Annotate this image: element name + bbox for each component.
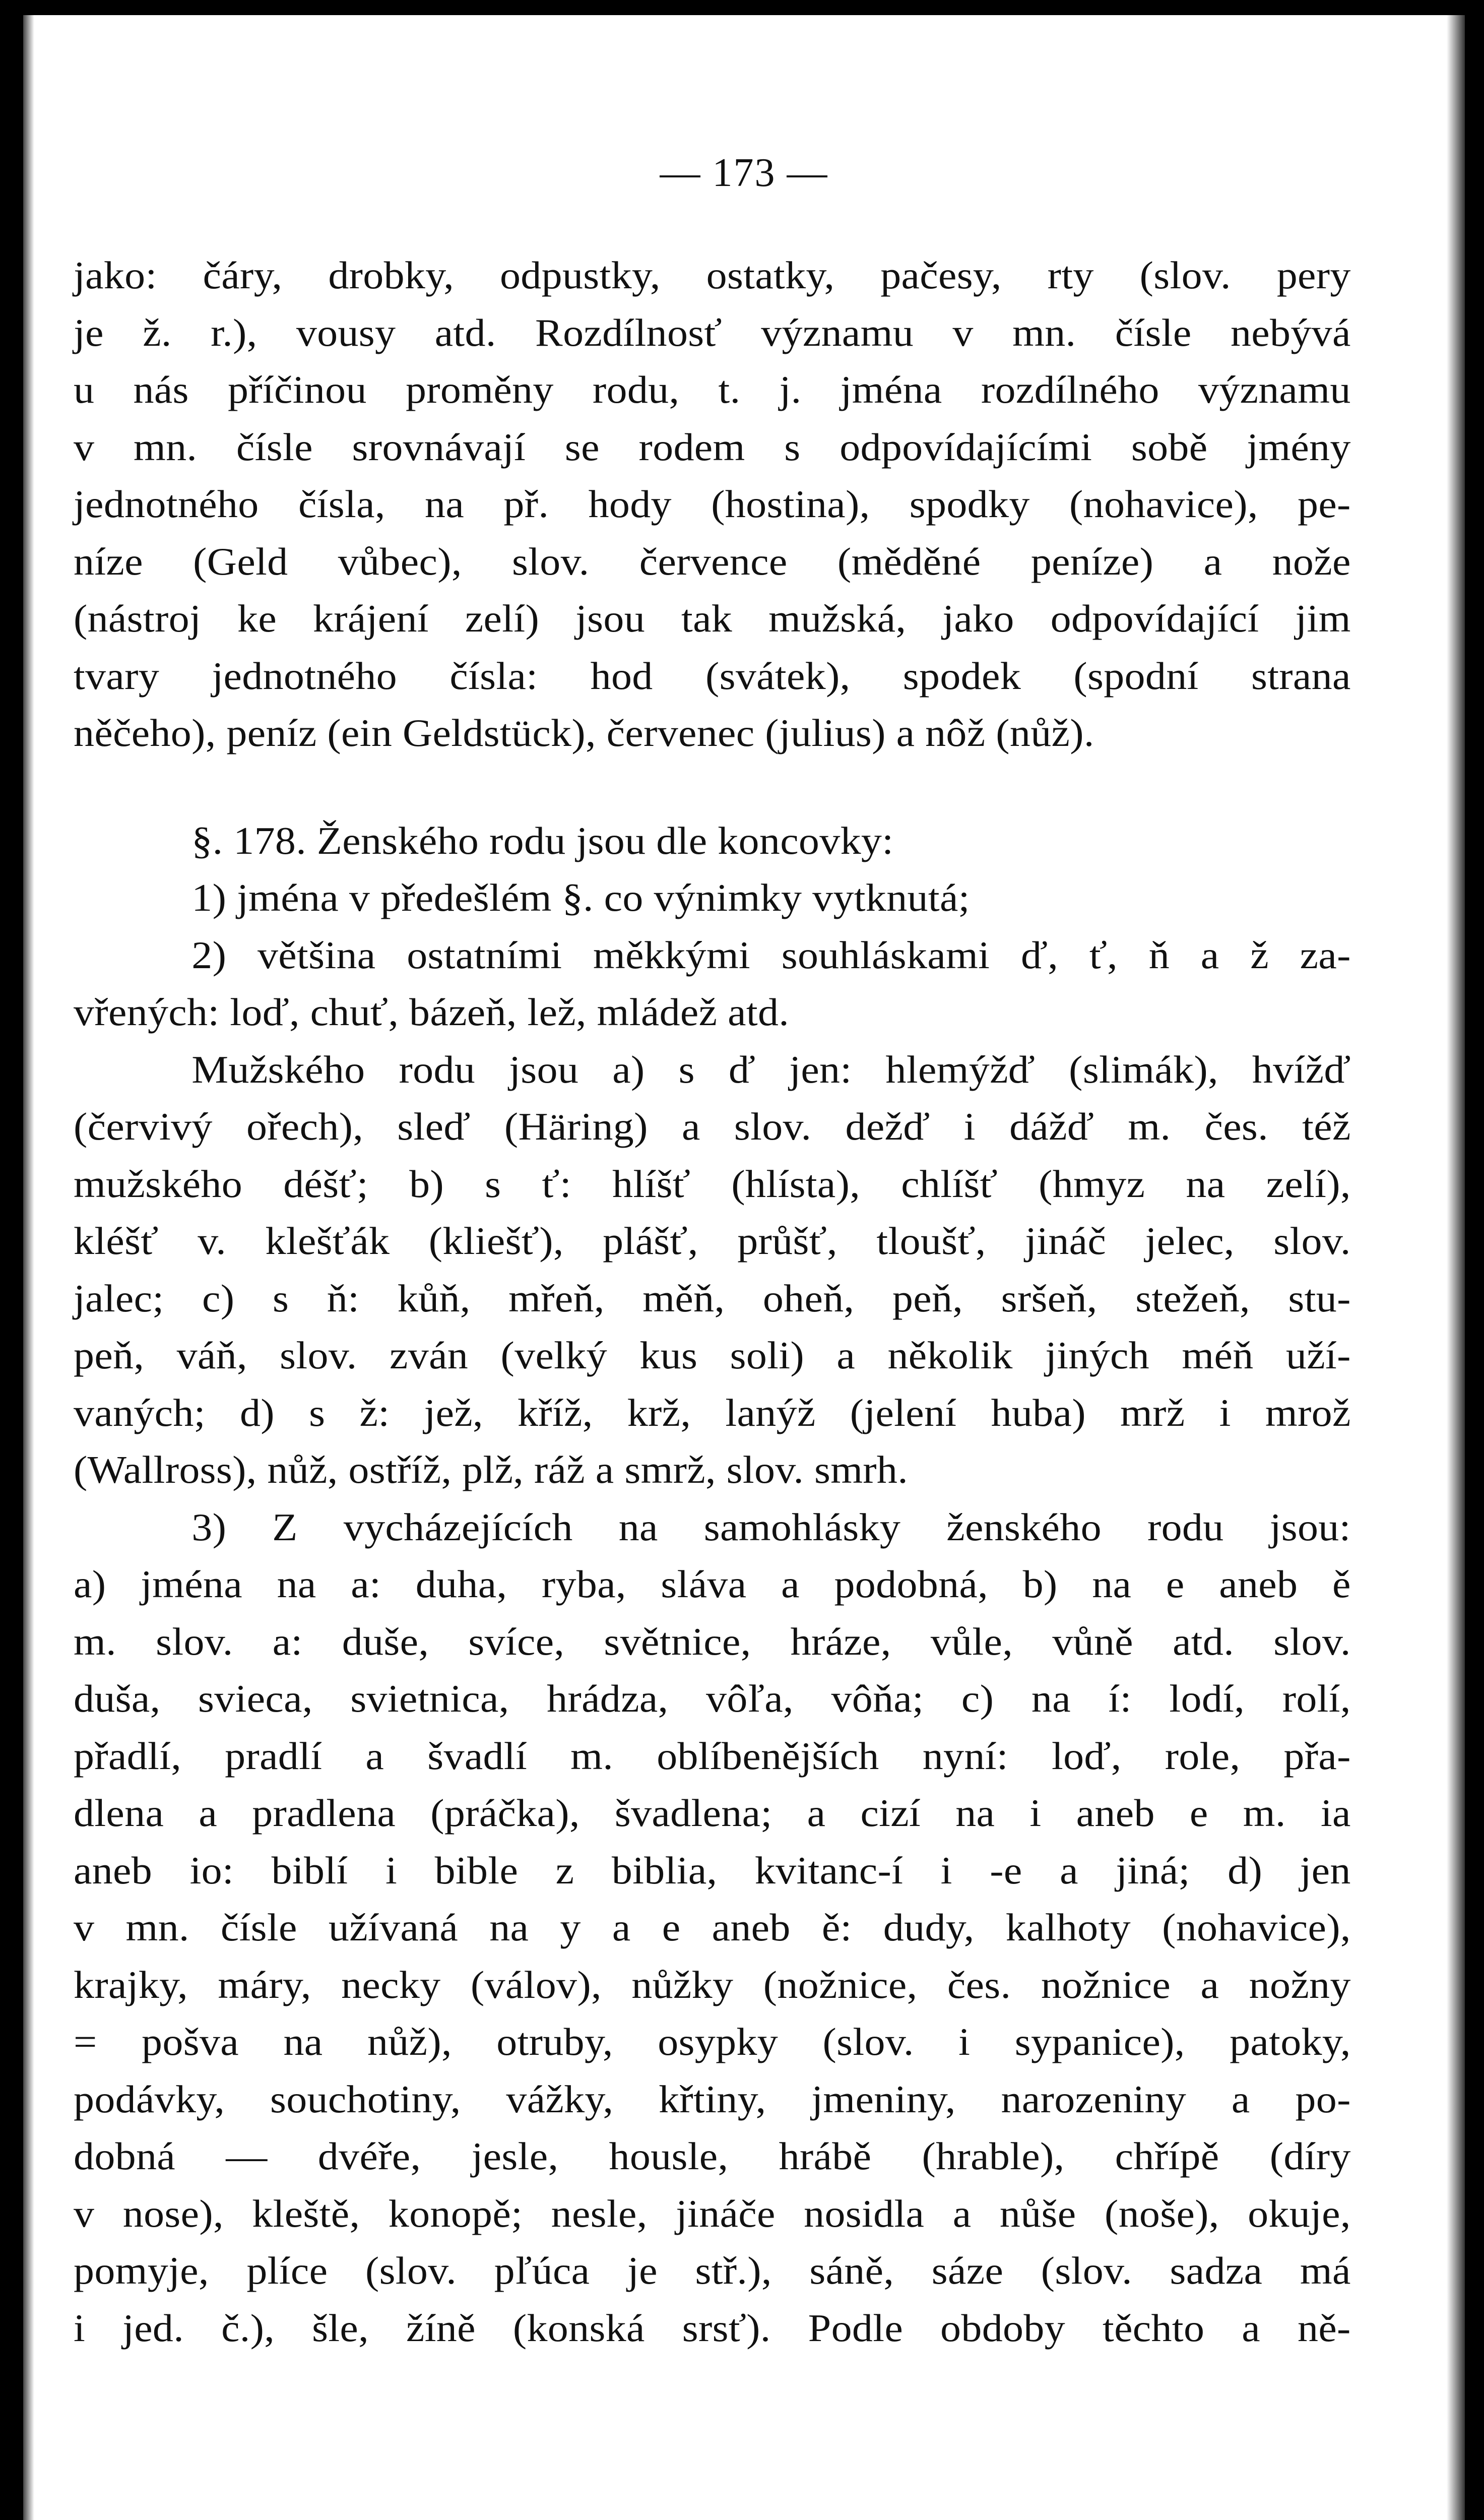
text-line: peň, váň, slov. zván (velký kus soli) a několik jiných méň uží- [74,1334,1351,1377]
text-line: v mn. čísle srovnávají se rodem s odpovídajícími sobě jmény [74,425,1351,469]
section-gap [74,762,1351,812]
list-item: 2) většina ostatními měkkými souhláskami ď, ť, ň a ž za- [191,933,1351,977]
text-line: dlena a pradlena (práčka), švadlena; a cizí na i aneb e m. ia [74,1791,1351,1835]
text-line: v nose), kleště, konopě; nesle, jináče nosidla a nůše (noše), okuje, [74,2191,1351,2235]
paragraph-start: Mužského rodu jsou a) s ď jen: hlemýžď (slimák), hvížď [191,1047,1351,1091]
text-line: jako: čáry, drobky, odpustky, ostatky, pačesy, rty (slov. pery [74,254,1351,297]
body-text [74,247,1351,2357]
text-line: m. slov. a: duše, svíce, světnice, hráze, vůle, vůně atd. slov. [74,1619,1351,1663]
text-line: pomyje, plíce (slov. pľúca je stř.), sáně, sáze (slov. sadza má [74,2249,1351,2292]
text-line: (Wallross), nůž, ostříž, plž, ráž a smrž, slov. smrh. [74,1448,909,1491]
text-line: tvary jednotného čísla: hod (svátek), spodek (spodní strana [74,654,1351,698]
text-line: u nás příčinou proměny rodu, t. j. jména rozdílného významu [74,368,1351,411]
page-edge-right [1447,15,1465,2520]
text-line: vřených: loď, chuť, bázeň, lež, mládež atd. [74,990,790,1034]
text-line: duša, sviеca, svietnica, hrádza, vôľa, vôňa; c) na í: lodí, rolí, [74,1677,1351,1720]
text-line: kléšť v. klešťák (kliešť), plášť, průšť, tloušť, jináč jelec, slov. [74,1219,1351,1263]
page-number: — 173 — [660,151,828,195]
text-line: jednotného čísla, na př. hody (hostina), spodky (nohavice), pe- [74,482,1351,526]
text-line: něčeho), peníz (ein Geldstück), červenec (julius) a nôž (nůž). [74,711,1094,754]
list-item: 3) Z vycházejících na samohlásky ženského rodu jsou: [191,1505,1351,1549]
text-line: je ž. r.), vousy atd. Rozdílnosť významu v mn. čísle nebývá [74,310,1351,354]
text-line: mužského déšť; b) s ť: hlíšť (hlísta), chlíšť (hmyz na zelí), [74,1162,1351,1206]
text-line: krajky, máry, necky (válov), nůžky (nožnice, čes. nožnice a nožny [74,1963,1351,2006]
text-line: podávky, souchotiny, vážky, křtiny, jmeniny, narozeniny a po- [74,2077,1351,2121]
text-line: (nástroj ke krájení zelí) jsou tak mužská, jako odpovídající jim [74,597,1351,640]
text-line: v mn. čísle užívaná na y a e aneb ě: dudy, kalhoty (nohavice), [74,1906,1351,1949]
text-line: aneb io: biblí i bible z biblia, kvitanc-í i -e a jiná; d) jen [74,1848,1351,1892]
text-line: (červivý ořech), sleď (Häring) a slov. dežď i dážď m. čes. též [74,1105,1351,1148]
text-line: a) jména na a: duha, ryba, sláva a podobná, b) na e aneb ě [74,1562,1351,1606]
page-edge-left [23,15,34,2520]
text-line: přadlí, pradlí a švadlí m. oblíbenějších nyní: loď, role, přa- [74,1734,1351,1778]
text-line: = pošva na nůž), otruby, osypky (slov. i sypanice), patoky, [74,2020,1351,2063]
text-line: dobná — dvéře, jesle, housle, hrábě (hrable), chřípě (díry [74,2134,1351,2178]
text-line: i jed. č.), šle, žíně (konská srsť). Podle obdoby těchto a ně- [74,2306,1351,2350]
text-line: jalec; c) s ň: kůň, mřeň, měň, oheň, peň, sršeň, stežeň, stu- [74,1276,1351,1320]
text-line: níze (Geld vůbec), slov. července (měděné peníze) a nože [74,539,1351,583]
section-heading: §. 178. Ženského rodu jsou dle koncovky: [191,818,894,862]
list-item: 1) jména v předešlém §. co výnimky vytknutá; [191,876,970,919]
text-line: vaných; d) s ž: jež, kříž, krž, lanýž (jelení huba) mrž i mrož [74,1391,1351,1434]
